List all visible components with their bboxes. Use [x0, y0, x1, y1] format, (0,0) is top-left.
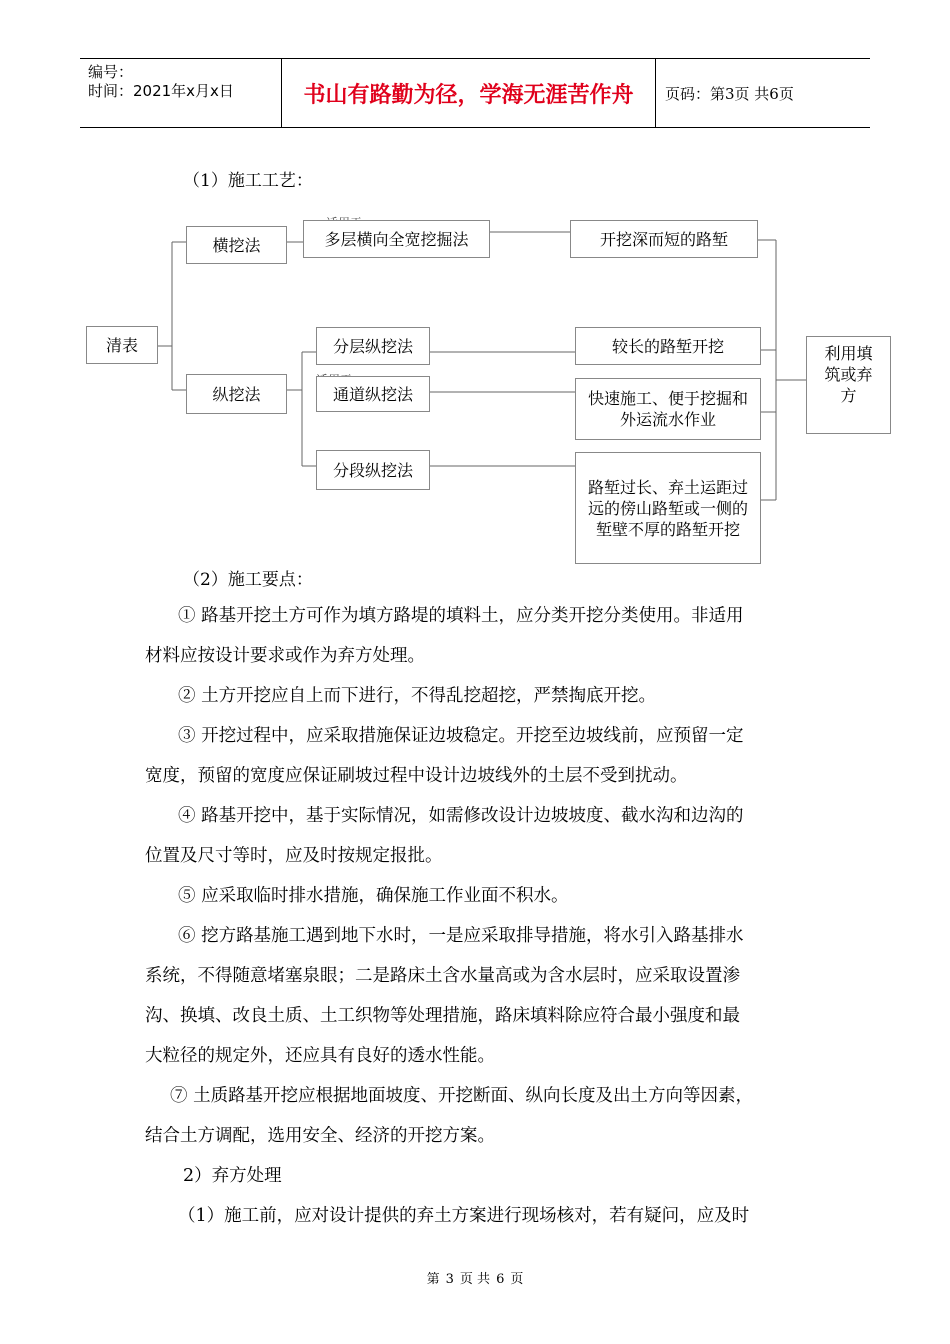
header-page-code: 页码：第3页 共6页 [665, 84, 794, 103]
node-multilayer-method: 多层横向全宽挖掘法 [303, 220, 490, 258]
node-layered-use: 较长的路堑开挖 [575, 327, 761, 365]
section-title: （1）施工工艺： [183, 171, 313, 191]
subsection-title: 2）弃方处理 [183, 1166, 282, 1186]
page-footer [0, 1268, 950, 1287]
node-root: 清表 [86, 326, 158, 364]
point-line: （1）施工前，应对设计提供的弃土方案进行现场核对，若有疑问，应及时 [178, 1206, 750, 1226]
node-final: 利用填筑或弃方 [806, 336, 891, 434]
point-line: 大粒径的规定外，还应具有良好的透水性能。 [145, 1046, 495, 1066]
points-body [145, 596, 815, 1236]
point-line: 结合土方调配，选用安全、经济的开挖方案。 [145, 1126, 495, 1146]
node-horizontal-method: 横挖法 [186, 226, 287, 264]
page-header [80, 58, 870, 128]
point-line: ④ 路基开挖中，基于实际情况，如需修改设计边坡坡度、截水沟和边沟的 [178, 806, 744, 826]
point-line: 沟、换填、改良土质、土工织物等处理措施，路床填料除应符合最小强度和最 [145, 1006, 740, 1026]
point-line: ⑦ 土质路基开挖应根据地面坡度、开挖断面、纵向长度及出土方向等因素， [170, 1086, 754, 1106]
footer-mid: 页 共 [459, 1272, 491, 1287]
footer-total-pages: 6 [496, 1272, 505, 1287]
point-line: ① 路基开挖土方可作为填方路堤的填料土，应分类开挖分类使用。非适用 [178, 606, 744, 626]
point-line: 宽度，预留的宽度应保证刷坡过程中设计边坡线外的土层不受到扰动。 [145, 766, 688, 786]
point-line: ③ 开挖过程中，应采取措施保证边坡稳定。开挖至边坡线前，应预留一定 [178, 726, 744, 746]
header-motto: 书山有路勤为径，学海无涯苦作舟 [281, 59, 656, 127]
node-channel-method: 通道纵挖法 [316, 376, 430, 412]
point-line: ② 土方开挖应自上而下进行，不得乱挖超挖，严禁掏底开挖。 [178, 686, 657, 706]
footer-prefix: 第 [426, 1272, 440, 1287]
points-title: （2）施工要点： [183, 570, 313, 590]
header-meta [80, 59, 280, 127]
node-vertical-method: 纵挖法 [186, 374, 287, 414]
footer-page-number: 3 [445, 1272, 454, 1287]
point-line: ⑥ 挖方路基施工遇到地下水时，一是应采取排导措施，将水引入路基排水 [178, 926, 744, 946]
footer-suffix: 页 [510, 1272, 524, 1287]
document-time-label: 时间：2021年x月x日 [88, 82, 234, 100]
node-segment-method: 分段纵挖法 [316, 450, 430, 490]
node-channel-use: 快速施工、便于挖掘和外运流水作业 [575, 378, 761, 440]
node-multilayer-use: 开挖深而短的路堑 [570, 220, 758, 258]
point-line: 系统，不得随意堵塞泉眼；二是路床土含水量高或为含水层时，应采取设置渗 [145, 966, 740, 986]
point-line: ⑤ 应采取临时排水措施，确保施工作业面不积水。 [178, 886, 569, 906]
point-line: 材料应按设计要求或作为弃方处理。 [145, 646, 425, 666]
document-number-label: 编号： [88, 63, 134, 81]
point-line: 位置及尺寸等时，应及时按规定报批。 [145, 846, 443, 866]
node-segment-use: 路堑过长、弃土运距过远的傍山路堑或一侧的堑壁不厚的路堑开挖 [575, 452, 761, 564]
node-layered-method: 分层纵挖法 [316, 327, 430, 365]
